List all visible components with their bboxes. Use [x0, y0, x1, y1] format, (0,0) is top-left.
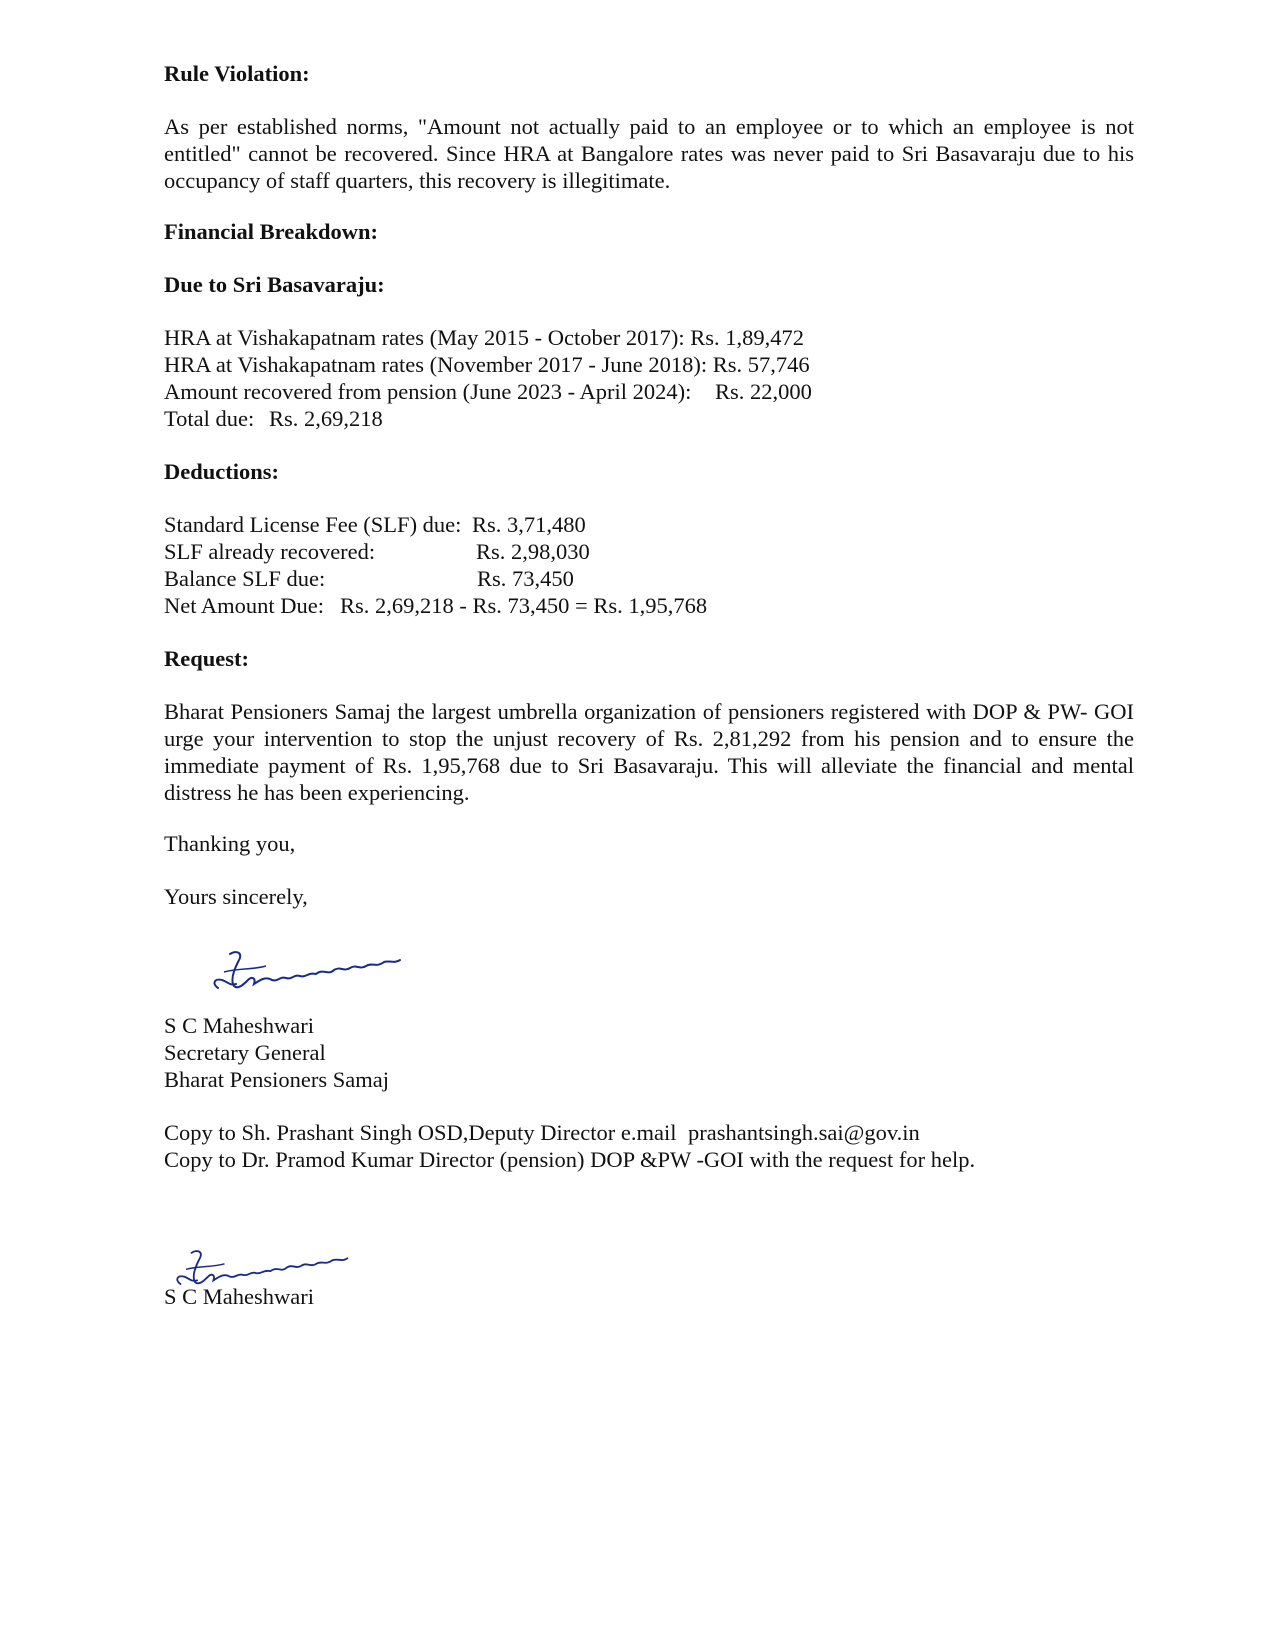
balance-slf-label: Balance SLF due: [164, 566, 326, 591]
slf-due-label: Standard License Fee (SLF) due: [164, 512, 462, 537]
copy-line-1: Copy to Sh. Prashant Singh OSD,Deputy Director e.mail [164, 1120, 677, 1145]
yours-sincerely: Yours sincerely, [164, 884, 308, 909]
slf-recovered-label: SLF already recovered: [164, 539, 376, 564]
thanking-line: Thanking you, [164, 831, 296, 856]
rule-violation-heading: Rule Violation: [164, 61, 310, 86]
due-line-3-label: Amount recovered from pension (June 2023 - April 2024): [164, 379, 692, 404]
due-line-3-value: Rs. 22,000 [715, 379, 812, 404]
footer-name: S C Maheshwari [164, 1284, 314, 1309]
net-amount-value: Rs. 2,69,218 - Rs. 73,450 = Rs. 1,95,768 [340, 593, 708, 618]
signature-image [208, 940, 408, 1000]
signatory-org: Bharat Pensioners Samaj [164, 1067, 389, 1092]
deductions-heading: Deductions: [164, 459, 280, 484]
due-line-2: HRA at Vishakapatnam rates (November 2017 - June 2018): Rs. 57,746 [164, 352, 810, 377]
financial-breakdown-heading: Financial Breakdown: [164, 219, 378, 244]
signatory-name: S C Maheshwari [164, 1013, 314, 1038]
slf-due-value: Rs. 3,71,480 [472, 512, 586, 537]
due-line-1: HRA at Vishakapatnam rates (May 2015 - October 2017): Rs. 1,89,472 [164, 325, 804, 350]
balance-slf-value: Rs. 73,450 [477, 566, 574, 591]
signatory-title: Secretary General [164, 1040, 326, 1065]
rule-violation-text: As per established norms, "Amount not actually paid to an employee or to which an employee is not entitled" cannot be recovered. Since HRA at Bangalore rates was never paid to Sri Basavaraju due to his occupancy of staff quarters, this recovery is illegitimate. [164, 114, 1134, 193]
total-due-label: Total due: [164, 406, 255, 431]
slf-recovered-value: Rs. 2,98,030 [476, 539, 590, 564]
due-heading: Due to Sri Basavaraju: [164, 272, 385, 297]
request-text: Bharat Pensioners Samaj the largest umbrella organization of pensioners registered with DOP & PW- GOI urge your intervention to stop the unjust recovery of Rs. 2,81,292 from his pension and to ensure the immediate payment of Rs. 1,95,768 due to Sri Basavaraju. This will alleviate the financial and mental distress he has been experiencing. [164, 699, 1134, 805]
net-amount-label: Net Amount Due: [164, 593, 324, 618]
copy-email: prashantsingh.sai@gov.in [688, 1120, 920, 1145]
copy-line-2: Copy to Dr. Pramod Kumar Director (pension) DOP &PW -GOI with the request for help. [164, 1147, 976, 1172]
request-heading: Request: [164, 646, 249, 671]
total-due-value: Rs. 2,69,218 [269, 406, 383, 431]
